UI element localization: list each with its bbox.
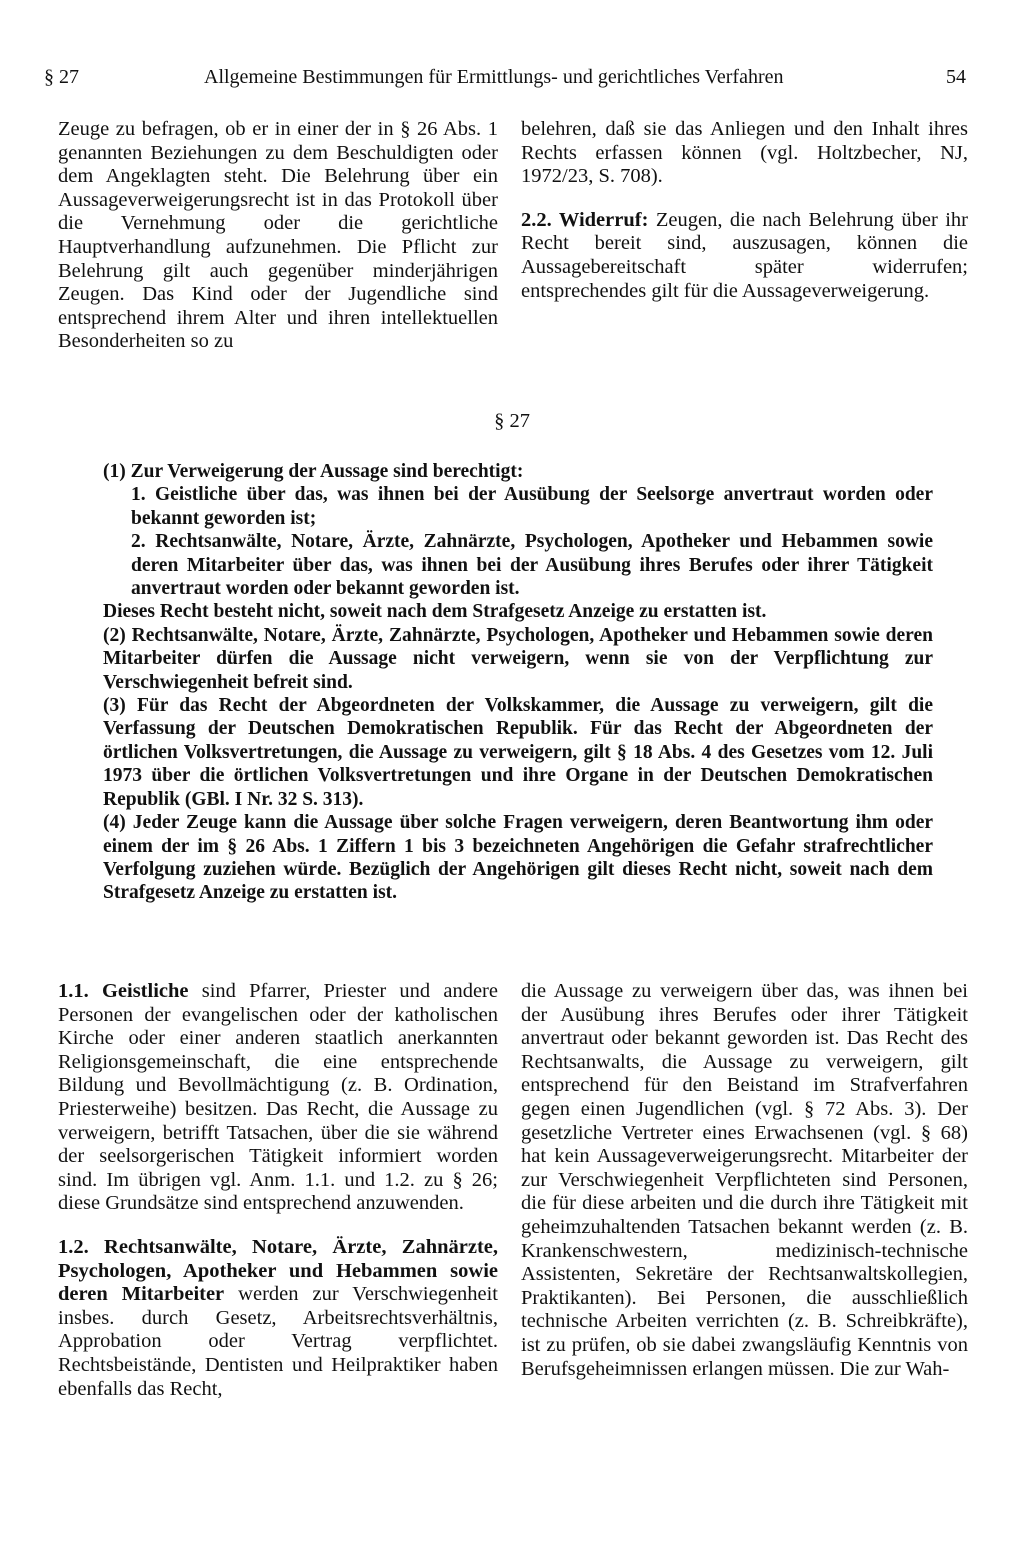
statute-text [103,460,933,905]
commentary-bottom-right [521,980,968,1381]
commentary-heading: 2.2. Widerruf: [521,208,649,231]
header-section: § 27 [44,66,79,88]
statute-paragraph-4: (4) Jeder Zeuge kann die Aussage über solche Fragen verweigern, deren Beantwortung ihm oder einem der im § 26 Abs. 1 Ziffern 1 bis 3 bezeichneten Angehörigen die Gefahr strafrechtlicher Verfolgung zuziehen würde. Bezüglich der Angehörigen gilt dieses Recht nicht, soweit nach dem Strafgesetz Anzeige zu erstatten ist. [103,812,933,904]
section-title: § 27 [494,410,530,432]
statute-paragraph-2: (2) Rechtsanwälte, Notare, Ärzte, Zahnärzte, Psychologen, Apotheker und Hebammen sowie deren Mitarbeiter dürfen die Aussage nicht verweigern, wenn sie von der Verpflichtung zur Verschwiegenheit befreit sind. [103,624,933,693]
commentary-bottom-left [58,980,498,1401]
commentary-paragraph: belehren, daß sie das Anliegen und den Inhalt ihres Rechts erfassen können (vgl. Holtzbecher, NJ, 1972/23, S. 708). [521,118,968,188]
commentary-text: werden zur Verschwiegenheit insbes. durch Gesetz, Arbeitsrechtsverhältnis, Approbation oder Vertrag verpflichtet. Rechtsbeistände, Dentisten und Heilpraktiker haben ebenfalls das Recht, [58,1283,499,1400]
header-title: Allgemeine Bestimmungen für Ermittlungs- und gerichtliches Verfahren [204,66,784,88]
commentary-top-left [58,118,498,354]
commentary-paragraph-1-2 [58,1236,498,1401]
statute-paragraph-3: (3) Für das Recht der Abgeordneten der Volkskammer, die Aussage zu verweigern, gilt die Verfassung der Deutschen Demokratischen Republik. Für das Recht der Abgeordneten der örtlichen Volksvertretungen, die Aussage zu verweigern, gilt § 18 Abs. 4 des Gesetzes vom 12. Juli 1973 über die örtlichen Volksvertretungen und ihre Organe in der Deutschen Demokratischen Republik (GBl. I Nr. 32 S. 313). [103,695,933,810]
commentary-heading: 1.1. Geistliche [58,980,189,1002]
running-header [44,66,974,96]
commentary-heading: 1.2. Rechtsanwälte, Notare, Ärzte, Zahnärzte, Psychologen, Apotheker und Hebammen sowie deren Mitarbeiter [58,1235,498,1306]
commentary-top-right [521,118,968,303]
commentary-paragraph: die Aussage zu verweigern über das, was ihnen bei der Ausübung ihres Berufes oder ihrer Tätigkeit anvertraut oder bekannt geworden ist. Das Recht des Rechtsanwalts, die Aussage zu verweigern, gilt entsprechend für den Beistand im Strafverfahren gegen einen Jugendlichen (vgl. § 72 Abs. 3). Der gesetzliche Vertreter eines Erwachsenen (vgl. § 68) hat kein Aussageverweigerungsrecht. Mitarbeiter der zur Verschwiegenheit Verpflichteten sind Personen, die für diese arbeiten und die durch ihre Tätigkeit mit geheimzuhaltenden Tatsachen bekannt werden (z. B. Krankenschwestern, medizinisch-technische Assistenten, Sekretäre der Rechtsanwaltskollegien, Praktikanten). Bei Personen, die ausschließlich technische Arbeiten verrichten (z. B. Schreibkräfte), ist zu prüfen, ob sie dabei zwangsläufig Kenntnis von Berufsgeheimnissen erlangen müssen. Die zur Wah- [521,980,968,1380]
statute-item-2: 2. Rechtsanwälte, Notare, Ärzte, Zahnärzte, Psychologen, Apotheker und Hebammen sowie deren Mitarbeiter über das, was ihnen bei der Ausübung ihres Berufes oder ihrer Tätigkeit anvertraut worden oder bekannt geworden ist. [131,531,933,600]
commentary-text: Zeugen, die nach Belehrung über ihr Recht bereit sind, auszusagen, können die Aussagebereitschaft später widerrufen; entsprechendes gilt für die Aussageverweigerung. [521,208,968,302]
statute-paragraph-1-end: Dieses Recht besteht nicht, soweit nach dem Strafgesetz Anzeige zu erstatten ist. [103,601,767,623]
statute-item-1: 1. Geistliche über das, was ihnen bei der Ausübung der Seelsorge anvertraut worden oder bekannt geworden ist; [131,484,933,529]
commentary-paragraph-2-2 [521,209,968,303]
page-number: 54 [946,66,966,88]
commentary-paragraph-1-1 [58,980,498,1216]
commentary-text: sind Pfarrer, Priester und andere Personen der evangelischen oder der katholischen Kirche oder einer anderen staatlich anerkannten Religionsgemeinschaft, die eine entsprechende Bildung und Bevollmächtigung (z. B. Ordination, Priesterweihe) besitzen. Das Recht, die Aussage zu verweigern, betrifft Tatsachen, über die sie während der seelsorgerischen Tätigkeit informiert worden sind. Im übrigen vgl. Anm. 1.1. und 1.2. zu § 26; diese Grundsätze sind entsprechend anzuwenden. [58,980,498,1215]
statute-paragraph-1: (1) Zur Verweigerung der Aussage sind berechtigt: [103,461,524,482]
commentary-paragraph: Zeuge zu befragen, ob er in einer der in § 26 Abs. 1 genannten Beziehungen zu dem Beschuldigten oder dem Angeklagten steht. Die Belehrung über ein Aussageverweigerungsrecht ist in das Protokoll über die Vernehmung oder die gerichtliche Hauptverhandlung aufzunehmen. Die Pflicht zur Belehrung gilt auch gegenüber minderjährigen Zeugen. Das Kind oder der Jugendliche sind entsprechend ihrem Alter und ihren intellektuellen Besonderheiten so zu [58,118,498,353]
